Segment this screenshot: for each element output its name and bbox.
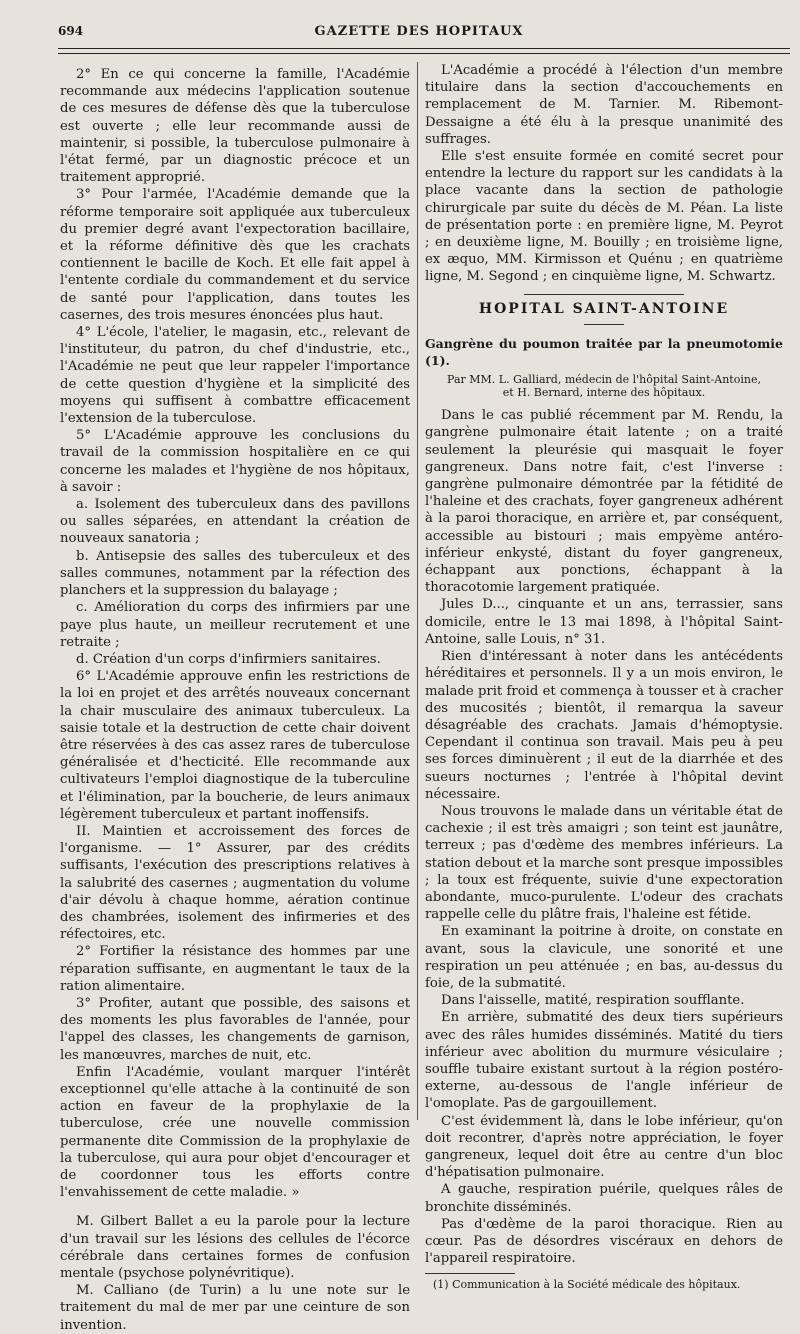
column-divider [417, 62, 418, 1120]
byline-line: et H. Bernard, interne des hôpitaux. [502, 386, 706, 400]
article-title: Gangrène du poumon traitée par la pneumotomie (1). [425, 335, 783, 369]
header-rule [58, 48, 790, 49]
paragraph: 3° Profiter, autant que possible, des saisons et des moments les plus favorables de l'année, pour l'appel des classes, les changements de garnison, les manœuvres, marches de nuit, etc. [60, 995, 410, 1063]
paragraph: Dans l'aisselle, matité, respiration soufflante. [441, 993, 745, 1009]
header-rule-thin [58, 53, 790, 54]
paragraph: a. Isolement des tuberculeux dans des pavillons ou salles séparées, en attendant la création de nouveaux sanatoria ; [60, 497, 410, 547]
short-rule [584, 324, 624, 325]
paragraph: Elle s'est ensuite formée en comité secret pour entendre la lecture du rapport sur les candidats à la place vacante dans la section de pathologie chirurgicale par suite du décès de M. Péan. La liste de présentation porte : en première ligne, M. Peyrot ; en deuxième ligne, M. Bouilly ; en troisième ligne, ex æquo, MM. Kirmisson et Quénu ; en quatrième ligne, M. Segond ; en cinquième ligne, M. Schwartz. [425, 149, 783, 285]
paragraph: 3° Pour l'armée, l'Académie demande que la réforme temporaire soit appliquée aux tuberculeux du premier degré avant l'expectoration bacillaire, et la réforme définitive dès que les crachats contiennent le bacille de Koch. Et elle fait appel à l'entente cordiale du commandement et du service de santé pour l'application, dans toutes les casernes, des trois mesures énoncées plus haut. [60, 187, 410, 323]
paragraph: Dans le cas publié récemment par M. Rendu, la gangrène pulmonaire était latente ; on a traité seulement la pleurésie qui masquait le foyer gangreneux. Dans notre fait, c'est l'inverse : gangrène pulmonaire démontrée par la fétidité de l'haleine et des crachats, foyer gangreneux adhérent à la paroi thoracique, en arrière et, par conséquent, accessible au bistouri ; mais empyème antéro-inférieur enkysté, distant du foyer gangreneux, échappant aux ponctions, échappant à la thoracotomie largement pratiquée. [425, 408, 783, 596]
paragraph: A gauche, respiration puérile, quelques râles de bronchite disséminés. [425, 1182, 783, 1215]
paragraph: En examinant la poitrine à droite, on constate en avant, sous la clavicule, une sonorité et une respiration un peu atténuée ; en bas, au-dessus du foie, de la submatité. [425, 924, 783, 991]
paragraph: c. Amélioration du corps des infirmiers par une paye plus haute, un meilleur recrutement et une retraite ; [60, 600, 410, 650]
paragraph: 2° Fortifier la résistance des hommes par une réparation suffisante, en augmentant le taux de la ration alimentaire. [60, 944, 410, 994]
right-column [425, 62, 783, 1291]
paragraph: Rien d'intéressant à noter dans les antécédents héréditaires et personnels. Il y a un mois environ, le malade prit froid et commença à tousser et à cracher des mucosités ; bientôt, il remarqua la saveur désagréable des crachats. Jamais d'hémoptysie. Cependant il continua son travail. Mais peu à peu ses forces diminuèrent ; il eut de la diarrhée et des sueurs nocturnes ; l'entrée à l'hôpital devint nécessaire. [425, 649, 783, 802]
paragraph: Nous trouvons le malade dans un véritable état de cachexie ; il est très amaigri ; son teint est jaunâtre, terreux ; pas d'œdème des membres inférieurs. La station debout et la marche sont presque impossibles ; la toux est fréquente, suivie d'une expectoration abondante, muco-purulente. L'odeur des crachats rappelle celle du plâtre frais, l'haleine est fétide. [425, 803, 783, 923]
byline [425, 373, 783, 399]
left-column [60, 66, 410, 1334]
page-header [58, 22, 780, 44]
section-title: HOPITAL SAINT-ANTOINE [478, 300, 730, 317]
paragraph: M. Gilbert Ballet a eu la parole pour la lecture d'un travail sur les lésions des cellules de l'écorce cérébrale dans certaines formes de confusion mentale (psychose polynévritique). [60, 1214, 410, 1282]
paragraph: II. Maintien et accroissement des forces de l'organisme. — 1° Assurer, par des crédits suffisants, l'exécution des prescriptions relatives à la salubrité des casernes ; augmentation du volume d'air dévolu à chaque homme, aération continue des chambrées, isolement des infirmeries et des réfectoires, etc. [60, 823, 410, 943]
footnote: (1) Communication à la Société médicale des hôpitaux. [433, 1278, 741, 1292]
paragraph: Jules D..., cinquante et un ans, terrassier, sans domicile, entre le 13 mai 1898, à l'hôpital Saint-Antoine, salle Louis, n° 31. [425, 597, 783, 647]
section-rule [524, 294, 684, 295]
journal-title: GAZETTE DES HOPITAUX [314, 24, 524, 39]
paragraph: 5° L'Académie approuve les conclusions du travail de la commission hospitalière en ce qui concerne les malades et l'hygiène de nos hôpitaux, à savoir : [60, 428, 410, 495]
paragraph: Enfin l'Académie, voulant marquer l'intérêt exceptionnel qu'elle attache à la continuité de son action en faveur de la prophylaxie de la tuberculose, crée une nouvelle commission permanente dite Commission de la prophylaxie de la tuberculose, qui aura pour objet d'encourager et de coordonner tous les efforts contre l'envahissement de cette maladie. » [60, 1064, 410, 1201]
paragraph: M. Calliano (de Turin) a lu une note sur le traitement du mal de mer par une ceinture de son invention. [60, 1283, 410, 1333]
page-number: 694 [58, 24, 84, 38]
paragraph: Pas d'œdème de la paroi thoracique. Rien au cœur. Pas de désordres viscéraux en dehors de l'appareil respiratoire. [425, 1216, 783, 1267]
paragraph: 6° L'Académie approuve enfin les restrictions de la loi en projet et des arrêtés nouveaux concernant la chair musculaire des animaux tuberculeux. La saisie totale et la destruction de cette chair doivent être réservées à des cas assez rares de tuberculose généralisée et d'hecticité. Elle recommande aux cultivateurs l'emploi diagnostique de la tuberculine et l'élimination, par la boucherie, de leurs animaux légèrement tuberculeux et partant inoffensifs. [60, 669, 410, 822]
paragraph: 2° En ce qui concerne la famille, l'Académie recommande aux médecins l'application soutenue de ces mesures de défense dès que la tuberculose est ouverte ; elle leur recommande aussi de maintenir, si possible, la tuberculose pulmonaire à l'état fermé, par un diagnostic précoce et un traitement approprié. [60, 67, 410, 186]
byline-line: Par MM. L. Galliard, médecin de l'hôpital Saint-Antoine, [447, 373, 761, 387]
paragraph: d. Création d'un corps d'infirmiers sanitaires. [76, 651, 381, 667]
paragraph: C'est évidemment là, dans le lobe inférieur, qu'on doit recontrer, d'après notre appréciation, le foyer gangreneux, lequel doit être au centre d'un bloc d'hépatisation pulmonaire. [425, 1113, 783, 1181]
paragraph: En arrière, submatité des deux tiers supérieurs avec des râles humides disséminés. Matité du tiers inférieur avec abolition du murmure vésiculaire ; souffle tubaire existant surtout à la région postéro-externe, au-dessous de l'angle inférieur de l'omoplate. Pas de gargouillement. [425, 1010, 783, 1112]
paragraph: L'Académie a procédé à l'élection d'un membre titulaire dans la section d'accouchements en remplacement de M. Tarnier. M. Ribemont-Dessaigne a été élu à la presque unanimité des suffrages. [425, 63, 783, 147]
footnote-rule [425, 1273, 515, 1274]
paragraph: b. Antisepsie des salles des tuberculeux et des salles communes, notamment par la réfection des planchers et la suppression du balayage ; [60, 548, 410, 599]
paragraph: 4° L'école, l'atelier, le magasin, etc., relevant de l'instituteur, du patron, du chef d'industrie, etc., l'Académie ne peut que leur rappeler l'importance de cette question d'hygiène et la simplicité des moyens qui suffisent à combattre efficacement l'extension de la tuberculose. [60, 325, 410, 427]
